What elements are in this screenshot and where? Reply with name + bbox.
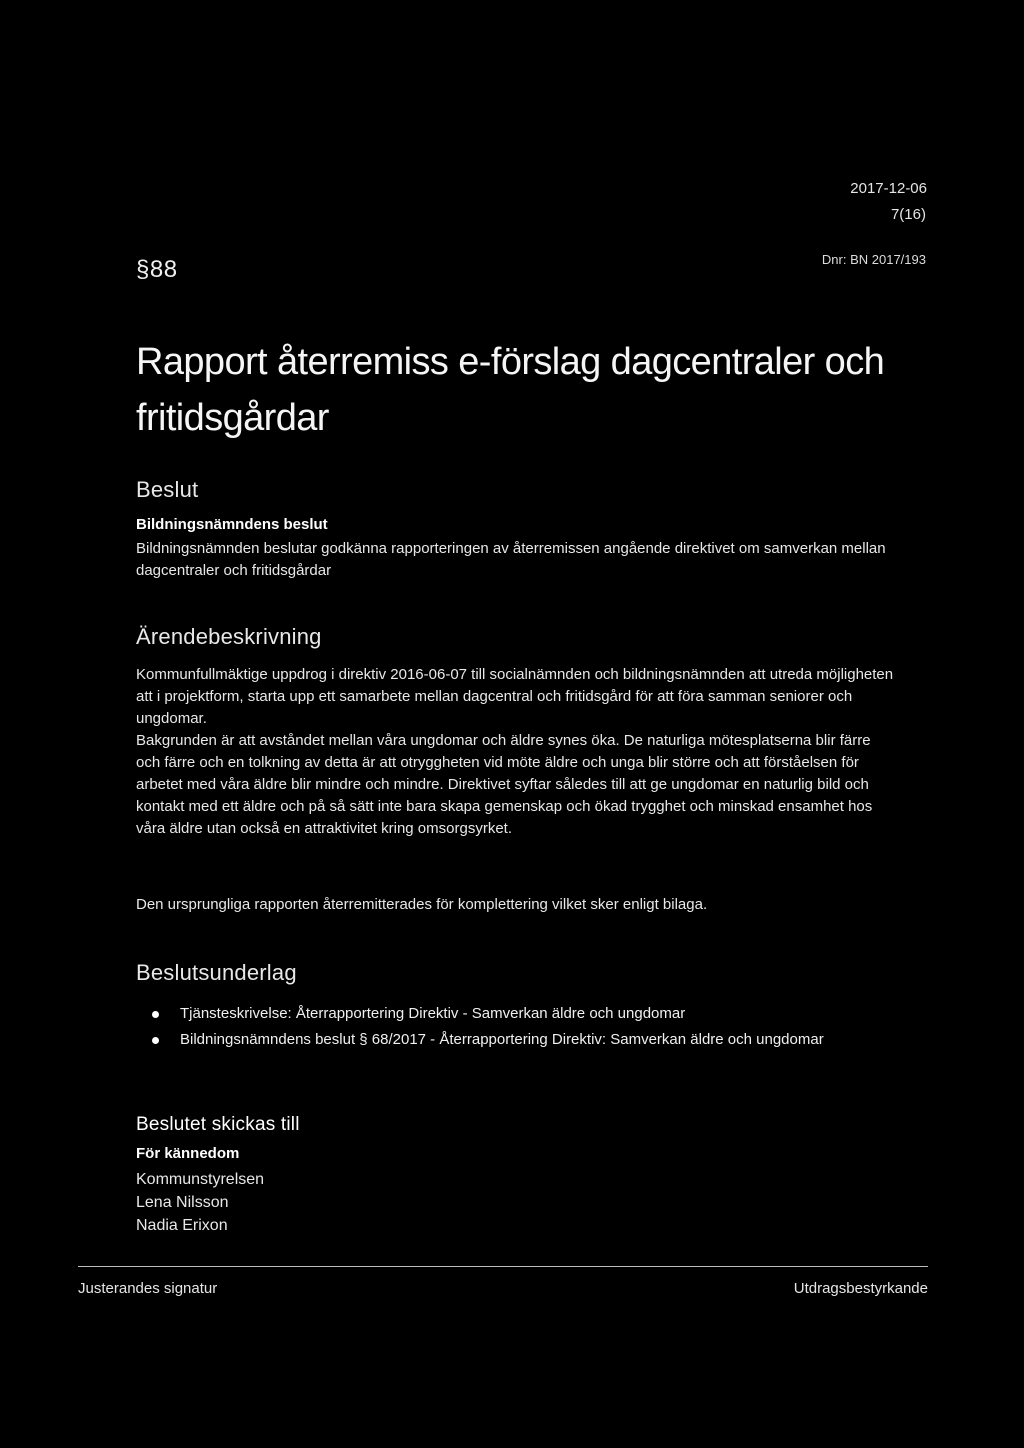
signature-label: Justerandes signatur <box>78 1280 218 1297</box>
document-date: 2017-12-06 <box>850 180 927 197</box>
arende-paragraph: Kommunfullmäktige uppdrog i direktiv 2016-06-07 till socialnämnden och bildningsnämnden att utreda möjligheten att i projektform, starta upp ett samarbete mellan dagcentral och fritidsgård för att föra samman seniorer och ungdomar. <box>136 666 894 727</box>
underlag-list <box>152 1002 872 1054</box>
decision-label: Bildningsnämndens beslut <box>136 516 328 533</box>
certification-label: Utdragsbestyrkande <box>793 1280 928 1297</box>
signature-divider <box>78 1266 928 1267</box>
document-title: Rapport återremiss e-förslag dagcentraler och fritidsgårdar <box>136 341 885 439</box>
section-number: §88 <box>136 256 178 283</box>
skickas-heading: Beslutet skickas till <box>136 1114 300 1135</box>
recipient: Lena Nilsson <box>136 1194 229 1211</box>
page-number: 7(16) <box>890 206 926 223</box>
list-item <box>152 1028 872 1052</box>
kannedom-label: För kännedom <box>136 1145 240 1162</box>
bullet-icon <box>152 1037 159 1044</box>
case-number: Dnr: BN 2017/193 <box>821 252 926 267</box>
list-item <box>152 1002 872 1026</box>
list-item-text: Bildningsnämndens beslut § 68/2017 - Återrapportering Direktiv: Samverkan äldre och ungdomar <box>180 1031 824 1048</box>
recipient: Nadia Erixon <box>136 1217 228 1234</box>
bullet-icon <box>152 1011 159 1018</box>
underlag-heading: Beslutsunderlag <box>136 960 297 985</box>
recipient-list <box>136 1168 264 1237</box>
beslut-heading: Beslut <box>136 477 199 502</box>
arende-heading: Ärendebeskrivning <box>136 624 322 649</box>
arende-paragraph: Bakgrunden är att avståndet mellan våra ungdomar och äldre synes öka. De naturliga mötesplatserna blir färre och färre och en tolkning av detta är att otryggheten vid möte äldre och unga blir större och att förståelsen för arbetet med våra äldre blir mindre och mindre. Direktivet syftar således till att ge ungdomar en naturlig bild och kontakt med ett äldre och på så sätt inte bara skapa gemenskap och ökad trygghet och minskad ensamhet hos våra äldre utan också en attraktivitet kring omsorgsyrket. <box>136 732 873 837</box>
recipient: Kommunstyrelsen <box>136 1171 265 1188</box>
list-item-text: Tjänsteskrivelse: Återrapportering Direktiv - Samverkan äldre och ungdomar <box>180 1005 686 1022</box>
arende-description <box>136 664 896 840</box>
decision-text: Bildningsnämnden beslutar godkänna rapporteringen av återremissen angående direktivet om samverkan mellan dagcentraler och fritidsgårdar <box>136 540 886 579</box>
arende-closing: Den ursprungliga rapporten återremitterades för komplettering vilket sker enligt bilaga. <box>136 896 708 913</box>
